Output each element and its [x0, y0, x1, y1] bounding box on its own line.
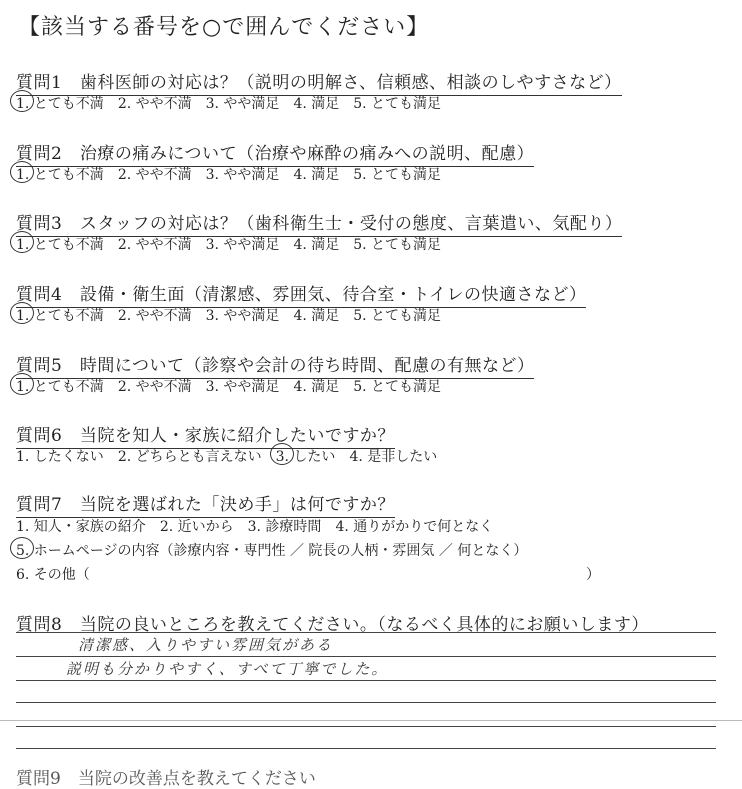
answer-option[interactable] — [293, 234, 339, 254]
page-fold-line — [0, 720, 742, 721]
answer-option[interactable] — [206, 164, 280, 184]
answer-option[interactable] — [353, 376, 441, 396]
answer-option[interactable] — [16, 93, 104, 113]
answer-option-label: 3. やや満足 — [205, 308, 280, 324]
answer-option[interactable] — [118, 305, 192, 325]
answer-option-label: 4. 満足 — [293, 308, 340, 324]
answer-option[interactable] — [276, 446, 336, 466]
answer-option-label: 2. どちらとも言えない — [117, 449, 262, 465]
q8-answer-line2: 説明も分かりやすく、すべて丁寧でした。 — [66, 660, 389, 678]
answer-option-label: 2. やや不満 — [117, 308, 192, 324]
answer-option-label: 3. やや満足 — [205, 237, 280, 253]
q7-options-line1 — [16, 516, 507, 536]
answer-option-label: 5. とても満足 — [353, 167, 442, 183]
q8-answer-line1: 清潔感、入りやすい雰囲気がある — [78, 636, 334, 654]
answer-option[interactable] — [16, 446, 104, 466]
answer-option-label: 1. とても不満 — [16, 96, 104, 112]
question-4-options — [16, 305, 455, 325]
q7-other-close: ） — [586, 567, 600, 583]
answer-circle — [10, 302, 34, 324]
answer-circle — [10, 537, 34, 559]
answer-option[interactable] — [293, 376, 339, 396]
answer-option-label: 5. とても満足 — [353, 379, 442, 395]
answer-option[interactable] — [353, 234, 441, 254]
answer-circle — [10, 161, 34, 183]
question-3-options — [16, 234, 455, 254]
answer-line — [16, 632, 716, 633]
question-5-options — [16, 376, 455, 396]
q9-title-cutoff: 質問9 当院の改善点を教えてください — [16, 769, 316, 789]
question-1-title: 質問1 歯科医師の対応は？（説明の明解さ、信頼感、相談のしやすさなど） — [16, 68, 622, 96]
answer-option[interactable] — [206, 93, 280, 113]
answer-option-label: 3. したい — [275, 449, 336, 465]
answer-option[interactable] — [353, 164, 441, 184]
answer-option-label: 2. やや不満 — [117, 96, 192, 112]
answer-option[interactable] — [353, 305, 441, 325]
q7-title: 質問7 当院を選ばれた「決め手」は何ですか？ — [16, 490, 395, 518]
answer-option-label: 5. とても満足 — [353, 308, 442, 324]
answer-option-label: 1. とても不満 — [16, 167, 104, 183]
answer-option-label: 1. したくない — [16, 449, 104, 465]
answer-option-label: 4. 満足 — [293, 237, 340, 253]
answer-option-label: 5. とても満足 — [353, 237, 442, 253]
question-2-options — [16, 164, 455, 184]
q7-option[interactable]: 3. 診療時間 — [247, 519, 322, 535]
answer-circle — [10, 373, 34, 395]
answer-option[interactable] — [206, 305, 280, 325]
answer-line — [16, 656, 716, 657]
answer-option[interactable] — [16, 305, 104, 325]
answer-option-label: 2. やや不満 — [117, 167, 192, 183]
answer-option[interactable] — [118, 446, 262, 466]
answer-option-label: 5. とても満足 — [353, 96, 442, 112]
answer-circle — [10, 90, 34, 112]
answer-option-label: 4. 是非したい — [349, 449, 438, 465]
answer-option-label: 1. とても不満 — [16, 237, 104, 253]
question-3-title: 質問3 スタッフの対応は？（歯科衛生士・受付の態度、言葉遣い、気配り） — [16, 209, 622, 237]
q7-option[interactable]: 4. 通りがかりで何となく — [335, 519, 494, 535]
answer-option[interactable] — [353, 93, 441, 113]
answer-circle — [270, 443, 294, 465]
answer-option-label: 1. とても不満 — [16, 379, 104, 395]
answer-option[interactable] — [349, 446, 437, 466]
q7-options-line3 — [16, 564, 606, 584]
answer-option[interactable] — [16, 164, 104, 184]
q7-option[interactable]: 1. 知人・家族の紹介 — [16, 519, 146, 535]
answer-option[interactable] — [16, 376, 104, 396]
question-4-title: 質問4 設備・衛生面（清潔感、雰囲気、待合室・トイレの快適さなど） — [16, 280, 586, 308]
answer-option-label: 3. やや満足 — [205, 167, 280, 183]
answer-option-label: 4. 満足 — [293, 96, 340, 112]
q8-title: 質問8 当院の良いところを教えてください。（なるべく具体的にお願いします） — [16, 615, 649, 635]
answer-option[interactable] — [118, 376, 192, 396]
answer-option[interactable] — [293, 305, 339, 325]
page-header: 【該当する番号を○で囲んでください】 — [18, 15, 430, 40]
q7-option[interactable]: 2. 近いから — [159, 519, 234, 535]
answer-option-label: 2. やや不満 — [117, 237, 192, 253]
answer-option[interactable] — [206, 376, 280, 396]
answer-line — [16, 726, 716, 727]
answer-line — [16, 680, 716, 681]
answer-option-label: 4. 満足 — [293, 379, 340, 395]
q7-options-line2 — [16, 540, 541, 560]
answer-option-label: 4. 満足 — [293, 167, 340, 183]
answer-option[interactable] — [293, 164, 339, 184]
answer-option-label: 3. やや満足 — [205, 96, 280, 112]
answer-option[interactable] — [118, 164, 192, 184]
answer-line — [16, 702, 716, 703]
question-2-title: 質問2 治療の痛みについて（治療や麻酔の痛みへの説明、配慮） — [16, 139, 534, 167]
answer-option[interactable] — [118, 234, 192, 254]
answer-option[interactable] — [16, 234, 104, 254]
answer-option[interactable] — [293, 93, 339, 113]
answer-option-label: 2. やや不満 — [117, 379, 192, 395]
question-1-options — [16, 93, 455, 113]
answer-option-label: 1. とても不満 — [16, 308, 104, 324]
question-6-title: 質問6 当院を知人・家族に紹介したいですか？ — [16, 421, 395, 449]
answer-line — [16, 748, 716, 749]
q7-option-other[interactable]: 6. その他（ — [16, 567, 90, 583]
answer-option[interactable] — [118, 93, 192, 113]
question-5-title: 質問5 時間について（診察や会計の待ち時間、配慮の有無など） — [16, 351, 534, 379]
question-6-options — [16, 446, 451, 466]
q7-option-5[interactable]: 5. ホームページの内容（診療内容・専門性 ／ 院長の人柄・雰囲気 ／ 何となく） — [16, 540, 527, 560]
answer-option[interactable] — [206, 234, 280, 254]
answer-option-label: 3. やや満足 — [205, 379, 280, 395]
answer-circle — [10, 231, 34, 253]
